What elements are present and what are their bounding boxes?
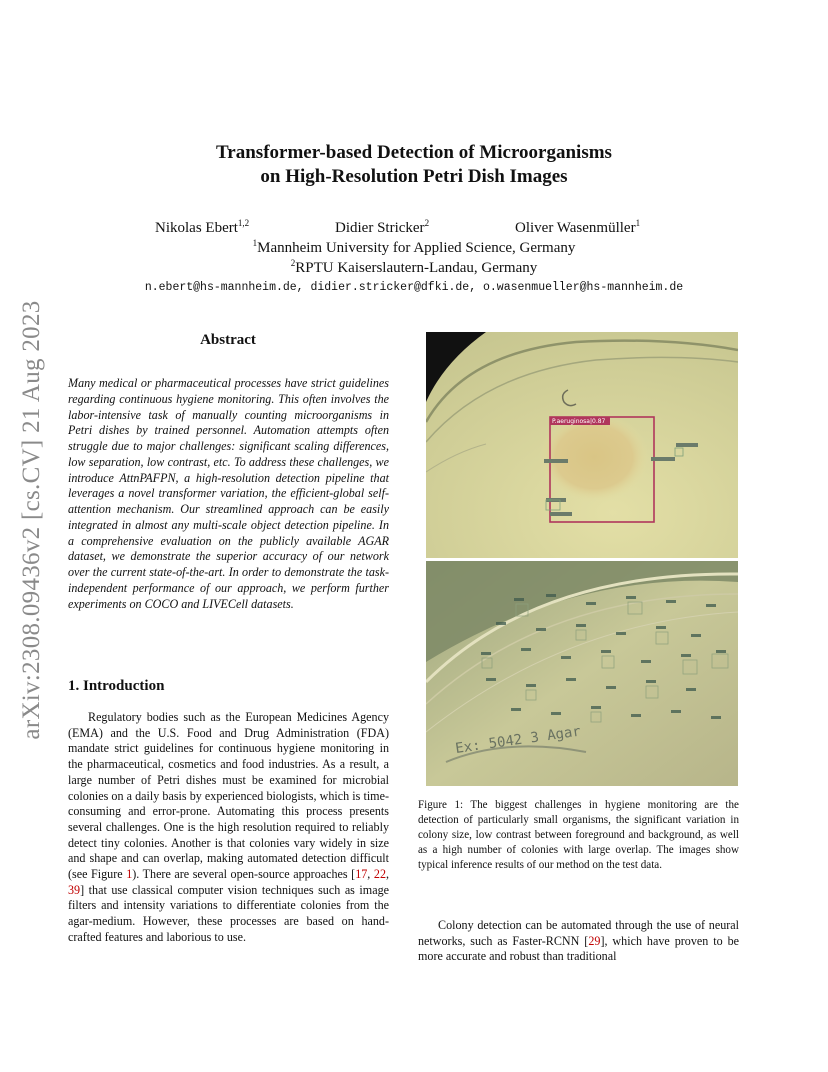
- paper-title-line-1: Transformer-based Detection of Microorganisms: [216, 142, 612, 163]
- figure-1-images: [426, 332, 738, 786]
- figure-reference-link[interactable]: 1: [126, 867, 133, 882]
- affiliation-2: $^2$RPTU Kaiserslautern-Landau, Germany: [290, 258, 538, 276]
- author-3: Oliver Wasenmüller$^1$: [515, 218, 641, 236]
- figure-1-caption: Figure 1: The biggest challenges in hygiene monitoring are the detection of particularly small organisms, the significant variation in colony size, low contrast between foreground and background, as well as a high number of colonies with large overlap. The images show typical inference results of our method on the test data.: [418, 799, 739, 871]
- citation-link[interactable]: 22: [373, 867, 386, 882]
- top-petri-image: [426, 332, 738, 558]
- affiliation-1: $^1$Mannheim University for Applied Science, Germany: [252, 238, 576, 256]
- author-2: Didier Stricker$^2$: [335, 218, 430, 236]
- bottom-petri-image: [426, 561, 738, 786]
- arxiv-identifier-text: arXiv:2308.09436v2 [cs.CV] 21 Aug 2023: [18, 300, 45, 740]
- introduction-body: [68, 710, 389, 946]
- citation-link[interactable]: 39: [68, 882, 81, 897]
- right-column-body: [418, 918, 739, 965]
- author-emails: n.ebert@hs-mannheim.de, didier.stricker@dfki.de, o.wasenmueller@hs-mannheim.de: [144, 281, 684, 294]
- arxiv-identifier: [2, 270, 62, 770]
- citation-link[interactable]: 17: [355, 867, 368, 882]
- detection-label: P.aeruginosa|0.87: [552, 418, 606, 425]
- abstract-heading: Abstract: [200, 332, 256, 348]
- paper-title-line-2: on High-Resolution Petri Dish Images: [260, 166, 568, 187]
- petri-dish-figure: [426, 332, 738, 786]
- abstract-body: Many medical or pharmaceutical processes have strict guidelines regarding continuous hygiene monitoring. This often involves the labor-intensive task of manually counting microorganisms in Petri dishes by trained personnel. Automation attempts often struggle due to major challenges: significant scaling differences, low separation, low contrast, etc. To address these challenges, we introduce AttnPAFPN, a high-resolution detection pipeline that leverages a novel transformer variation, the efficient-global self-attention mechanism. Our streamlined approach can be easily integrated in almost any multi-scale object detection pipeline. In a comprehensive evaluation on the publicly available AGAR dataset, we demonstrate the superior accuracy of our network over the current state-of-the-art. In order to demonstrate the task-independent performance of our approach, we perform further experiments on COCO and LIVECell datasets.: [68, 376, 389, 611]
- right-column-paragraph: Colony detection can be automated through the use of neural networks, such as Faster-RCNN [29], which have proven to be more accurate and robust than traditional: [418, 918, 739, 964]
- introduction-paragraph: Regulatory bodies such as the European Medicines Agency (EMA) and the U.S. Food and Drug Administration (FDA) mandate strict guidelines for continuous hygiene monitoring in the pharmaceutical, cosmetics and food industries. As a result, a large number of Petri dishes must be examined for microbial colonies on a daily basis by experienced biologists, which is time-consuming and error-prone. Automating this process presents several challenges. One is the high resolution required to reliably detect tiny colonies. Another is that colonies vary widely in size and shape and can overlap, making automated detection difficult (see Figure 1). There are several open-source approaches [17, 22, 39] that use classical computer vision techniques such as image filters and intensity variations to differentiate colonies from the agar-medium. However, these processes are based on hand-crafted features and laborious to use.: [68, 710, 390, 944]
- dish-marking-text: Ex: 5042 3 Agar: [454, 723, 582, 757]
- section-heading-introduction: 1. Introduction: [68, 678, 165, 694]
- author-1: Nikolas Ebert$^{1,2}$: [155, 218, 250, 236]
- citation-link[interactable]: 29: [588, 933, 601, 948]
